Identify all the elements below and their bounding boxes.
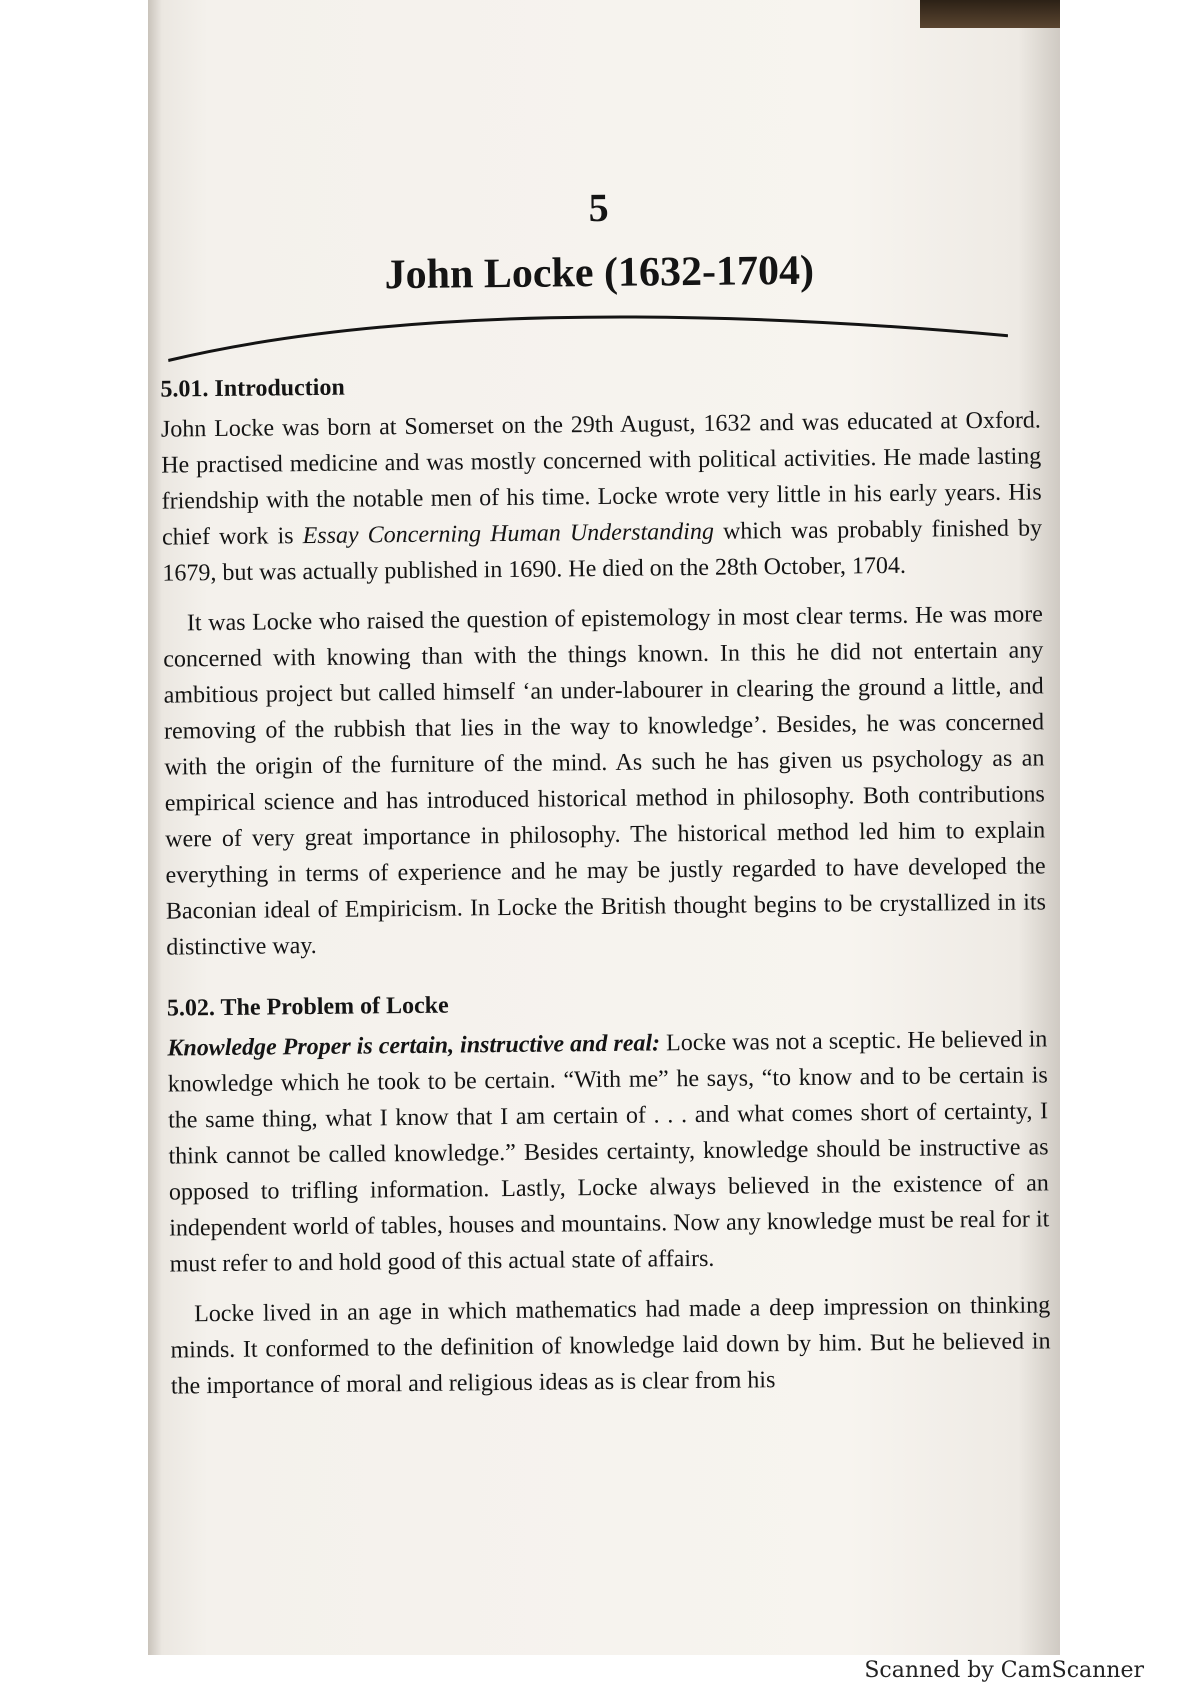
scan-edge-shadow	[920, 0, 1060, 28]
problem-paragraph-1	[167, 1022, 1050, 1283]
chapter-number: 5	[588, 184, 609, 231]
section-heading-problem: 5.02. The Problem of Locke	[166, 992, 449, 1022]
problem-paragraph-1-text: Locke was not a sceptic. He believed in knowledge which he took to be certain. “With me” he says, “to know and to be certain is the same thing, what I know that I am certain of . . . and what comes short of certainty, I think cannot be called knowledge.” Besides certainty, knowledge should be instructive as opposed to trifling information. Lastly, Locke always believed in the existence of an independent world of tables, houses and mountains. Now any knowledge must be real for it must refer to and hold good of this actual state of affairs.	[167, 1026, 1050, 1278]
title-swoosh-rule	[168, 292, 1009, 371]
chapter-title: John Locke (1632-1704)	[384, 247, 815, 299]
scanned-page	[148, 0, 1060, 1655]
section-heading-introduction: 5.01. Introduction	[160, 374, 345, 403]
problem-paragraph-lead: Knowledge Proper is certain, instructive and real:	[167, 1030, 661, 1062]
problem-paragraph-2: Locke lived in an age in which mathematics had made a deep impression on thinking minds. It conformed to the definition of knowledge laid down by him. But he believed in the importance of moral and religious ideas as is clear from his	[170, 1292, 1051, 1400]
book-title-italic: Essay Concerning Human Understanding	[302, 518, 715, 550]
scanner-watermark: Scanned by CamScanner	[864, 1658, 1144, 1683]
book-page	[158, 145, 1053, 1634]
intro-paragraph-1	[161, 403, 1043, 592]
intro-paragraph-1-text: John Locke was born at Somerset on the 29th August, 1632 and was educated at Oxford. He practised medicine and was mostly concerned with political activities. He made lasting friendship with the notable men of his time. Locke wrote very little in his early years. His chief work is	[160, 407, 1042, 551]
intro-paragraph-1-after: which was probably finished by 1679, but was actually published in 1690. He died on the 28th October, 1704.	[162, 515, 1043, 587]
intro-paragraph-2: It was Locke who raised the question of epistemology in most clear terms. He was more concerned with knowing than with the things known. In this he did not entertain any ambitious project but called himself ‘an under-labourer in clearing the ground a little, and removing of the rubbish that lies in the way to knowledge’. Besides, he was concerned with the origin of the furniture of the mind. As such he has given us psychology as an empirical science and has introduced historical method in philosophy. Both contributions were of very great importance in philosophy. The historical method led him to explain everything in terms of experience and he may be justly regarded to have developed the Baconian ideal of Empiricism. In Locke the British thought begins to be crystallized in its distinctive way.	[163, 601, 1047, 961]
